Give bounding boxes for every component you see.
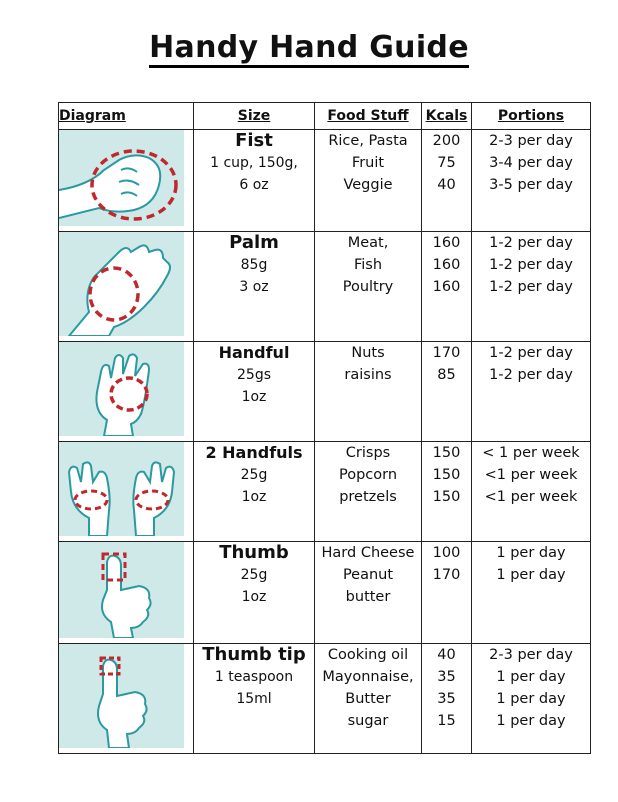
food-item: butter — [345, 589, 391, 605]
two-handfuls-icon — [59, 442, 184, 536]
portion-cell — [472, 232, 591, 342]
portion-value: 1 per day — [496, 669, 566, 685]
kcal-cell — [422, 342, 472, 442]
size-line: 25g — [240, 567, 268, 583]
food-item: Veggie — [343, 177, 393, 193]
food-item: Fish — [353, 257, 383, 273]
size-cell — [194, 342, 315, 442]
kcal-value: 170 — [432, 345, 461, 361]
size-line: 1 cup, 150g, — [210, 155, 298, 171]
size-line: 25g — [240, 467, 268, 483]
kcal-value: 150 — [432, 467, 461, 483]
table-row — [59, 542, 591, 644]
header-size: Size — [194, 103, 315, 130]
fist-icon — [59, 130, 184, 226]
portion-value: 1 per day — [496, 691, 566, 707]
food-cell — [315, 342, 422, 442]
portion-value: 1 per day — [496, 713, 566, 729]
diagram-cell — [59, 442, 194, 542]
portion-value: 1-2 per day — [489, 235, 573, 251]
diagram-cell — [59, 130, 194, 232]
size-name: Fist — [235, 130, 273, 151]
size-line: 85g — [240, 257, 268, 273]
size-cell — [194, 644, 315, 754]
table-row — [59, 644, 591, 754]
food-item: Butter — [345, 691, 391, 707]
kcal-value: 200 — [432, 133, 461, 149]
food-item: Cooking oil — [327, 647, 409, 663]
food-item: sugar — [347, 713, 389, 729]
portion-value: 1-2 per day — [489, 257, 573, 273]
food-item: Crisps — [345, 445, 391, 461]
table-row — [59, 232, 591, 342]
kcal-value: 150 — [432, 489, 461, 505]
food-cell — [315, 130, 422, 232]
portion-value: < 1 per week — [482, 445, 580, 461]
table-row — [59, 342, 591, 442]
kcal-value: 160 — [432, 235, 461, 251]
food-item: Mayonnaise, — [322, 669, 414, 685]
size-line: 25gs — [237, 367, 271, 383]
portion-cell — [472, 442, 591, 542]
kcal-value: 75 — [437, 155, 456, 171]
portion-value: 1 per day — [496, 567, 566, 583]
kcal-value: 85 — [437, 367, 456, 383]
kcal-value: 35 — [437, 691, 456, 707]
palm-icon — [59, 232, 184, 336]
header-kcals: Kcals — [422, 103, 472, 130]
portion-value: 1-2 per day — [489, 279, 573, 295]
kcal-value: 15 — [437, 713, 456, 729]
size-line: 6 oz — [239, 177, 269, 193]
portion-value: 1-2 per day — [489, 345, 573, 361]
kcal-cell — [422, 644, 472, 754]
portion-value: 1-2 per day — [489, 367, 573, 383]
hand-guide-table — [58, 102, 591, 754]
size-cell — [194, 130, 315, 232]
food-item: pretzels — [339, 489, 397, 505]
size-name: Thumb tip — [202, 644, 306, 665]
food-item: Popcorn — [338, 467, 398, 483]
food-cell — [315, 542, 422, 644]
diagram-cell — [59, 232, 194, 342]
food-item: Hard Cheese — [321, 545, 415, 561]
size-line: 3 oz — [239, 279, 269, 295]
table-row — [59, 130, 591, 232]
food-item: raisins — [344, 367, 392, 383]
kcal-value: 160 — [432, 279, 461, 295]
portion-value: 3-4 per day — [489, 155, 573, 171]
size-cell — [194, 442, 315, 542]
portion-value: 2-3 per day — [489, 647, 573, 663]
kcal-cell — [422, 232, 472, 342]
size-line: 1oz — [241, 589, 267, 605]
size-name: Palm — [229, 232, 279, 253]
diagram-cell — [59, 342, 194, 442]
thumb-tip-icon — [59, 644, 184, 748]
kcal-cell — [422, 130, 472, 232]
food-item: Fruit — [351, 155, 385, 171]
kcal-value: 100 — [432, 545, 461, 561]
portion-cell — [472, 342, 591, 442]
food-cell — [315, 644, 422, 754]
food-item: Meat, — [347, 235, 389, 251]
header-food: Food Stuff — [315, 103, 422, 130]
kcal-cell — [422, 442, 472, 542]
size-cell — [194, 542, 315, 644]
kcal-value: 40 — [437, 177, 456, 193]
page-title: Handy Hand Guide — [0, 30, 618, 65]
food-cell — [315, 442, 422, 542]
size-line: 1 teaspoon — [214, 669, 294, 685]
food-item: Rice, Pasta — [328, 133, 408, 149]
food-cell — [315, 232, 422, 342]
portion-cell — [472, 644, 591, 754]
size-line: 1oz — [241, 389, 267, 405]
food-item: Peanut — [342, 567, 394, 583]
kcal-value: 160 — [432, 257, 461, 273]
portion-value: <1 per week — [484, 489, 578, 505]
size-name: 2 Handfuls — [205, 443, 303, 462]
kcal-value: 40 — [437, 647, 456, 663]
portion-value: 2-3 per day — [489, 133, 573, 149]
header-diagram: Diagram — [59, 103, 194, 130]
kcal-value: 170 — [432, 567, 461, 583]
portion-value: <1 per week — [484, 467, 578, 483]
size-line: 1oz — [241, 489, 267, 505]
header-row — [59, 103, 591, 130]
portion-value: 3-5 per day — [489, 177, 573, 193]
size-name: Thumb — [219, 542, 289, 563]
thumb-icon — [59, 542, 184, 638]
portion-value: 1 per day — [496, 545, 566, 561]
food-item: Nuts — [351, 345, 385, 361]
size-line: 15ml — [236, 691, 272, 707]
portion-cell — [472, 542, 591, 644]
size-name: Handful — [218, 343, 290, 362]
kcal-value: 35 — [437, 669, 456, 685]
diagram-cell — [59, 542, 194, 644]
table-row — [59, 442, 591, 542]
kcal-cell — [422, 542, 472, 644]
portion-cell — [472, 130, 591, 232]
header-portions: Portions — [472, 103, 591, 130]
kcal-value: 150 — [432, 445, 461, 461]
size-cell — [194, 232, 315, 342]
food-item: Poultry — [342, 279, 394, 295]
diagram-cell — [59, 644, 194, 754]
handful-icon — [59, 342, 184, 436]
